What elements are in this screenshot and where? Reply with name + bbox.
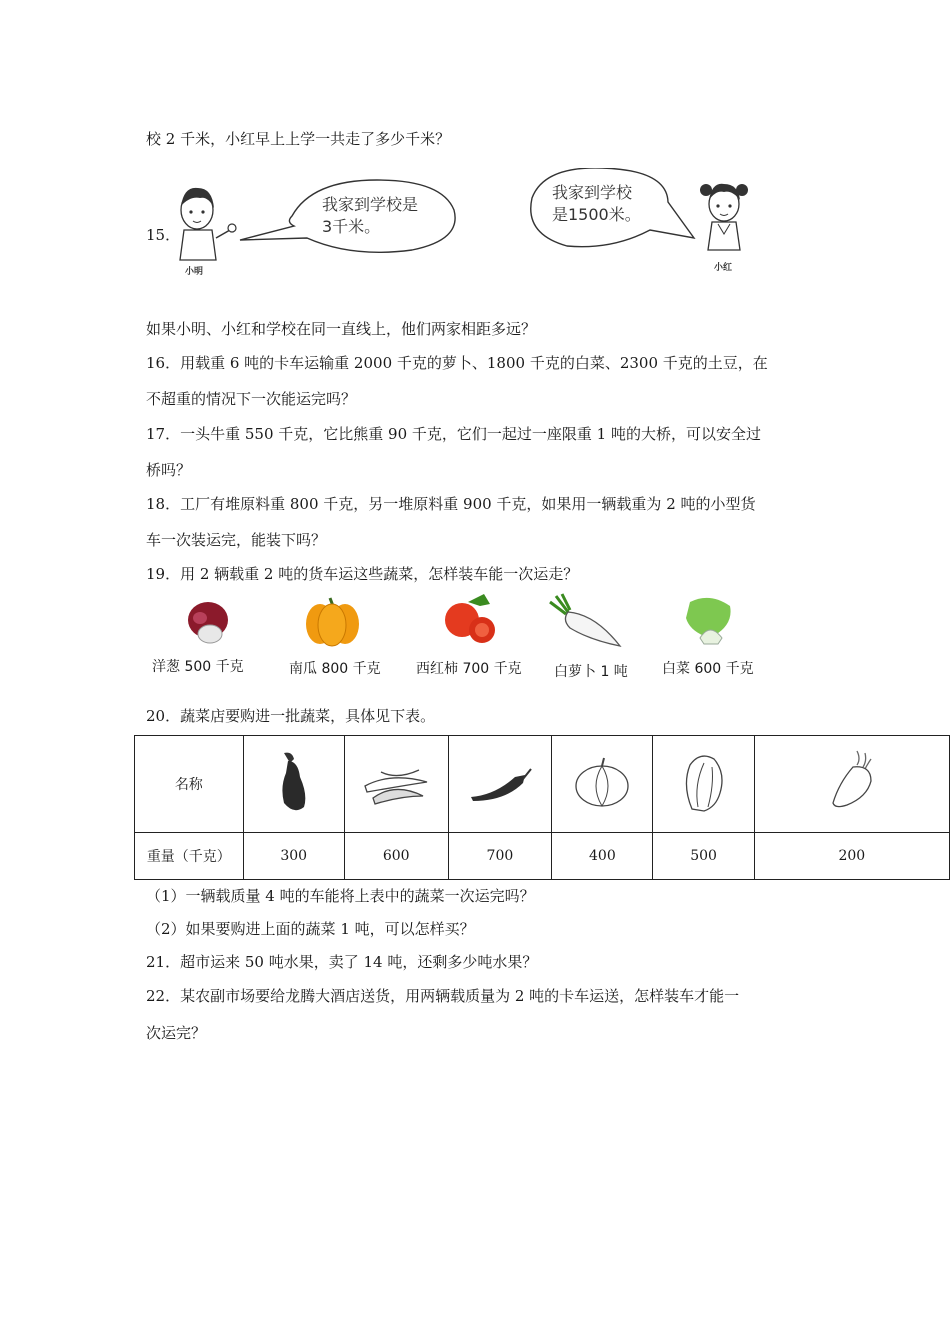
table-value: 600 xyxy=(344,833,448,880)
eggplant-icon xyxy=(264,747,324,817)
vegetable-table xyxy=(134,735,950,880)
table-value: 400 xyxy=(552,833,653,880)
table-cell-eggplant xyxy=(243,736,344,833)
q19-vegetables xyxy=(170,592,770,652)
table-value: 500 xyxy=(653,833,754,880)
question-21-text: 21．超市运来 50 吨水果，卖了 14 吨，还剩多少吨水果？ xyxy=(146,953,538,971)
table-cell-beans xyxy=(344,736,448,833)
table-value: 300 xyxy=(243,833,344,880)
table-cell-cabbage xyxy=(653,736,754,833)
table-value: 700 xyxy=(448,833,552,880)
q19-label-radish: 白萝卜 1 吨 xyxy=(554,664,628,680)
tomato-icon xyxy=(445,594,495,643)
question-15-text: 如果小明、小红和学校在同一直线上，他们两家相距多远？ xyxy=(146,320,537,338)
boy-figure xyxy=(180,188,236,260)
table-header-name: 名称 xyxy=(135,736,244,833)
q19-label-pumpkin: 南瓜 800 千克 xyxy=(289,661,381,677)
q15-figure xyxy=(172,168,772,280)
q19-label-onion: 洋葱 500 千克 xyxy=(152,659,244,675)
table-row xyxy=(135,833,950,880)
question-17-line1: 17．一头牛重 550 千克，它比熊重 90 千克，它们一起过一座限重 1 吨的大桥，可以安全过 xyxy=(146,425,761,443)
radish-icon xyxy=(817,747,887,817)
table-cell-radish xyxy=(754,736,949,833)
question-19-text: 19．用 2 辆载重 2 吨的货车运这些蔬菜，怎样装车能一次运走？ xyxy=(146,565,579,583)
radish-icon xyxy=(550,594,620,646)
pumpkin-icon xyxy=(306,598,359,646)
question-16-line1: 16．用载重 6 吨的卡车运输重 2000 千克的萝卜、1800 千克的白菜、2300 千克的土豆，在 xyxy=(146,354,768,372)
pumpkin-icon xyxy=(572,754,632,810)
question-14-continued: 校 2 千米，小红早上上学一共走了多少千米？ xyxy=(146,130,451,148)
question-22-line2: 次运完？ xyxy=(146,1024,207,1042)
table-value: 200 xyxy=(754,833,949,880)
question-16-line2: 不超重的情况下一次能运完吗？ xyxy=(146,390,357,408)
pepper-icon xyxy=(465,757,535,807)
cabbage-icon xyxy=(674,749,734,815)
boy-speech-line1: 我家到学校是 xyxy=(322,195,419,214)
question-15-number: 15． xyxy=(146,226,181,244)
girl-speech-line1: 我家到学校 xyxy=(552,183,633,202)
table-cell-pepper xyxy=(448,736,552,833)
beans-icon xyxy=(361,752,431,812)
boy-speech-line2: 3千米。 xyxy=(322,217,381,236)
girl-speech-line2: 是1500米。 xyxy=(552,205,641,224)
table-header-weight: 重量（千克） xyxy=(135,833,244,880)
table-cell-pumpkin xyxy=(552,736,653,833)
girl-name: 小红 xyxy=(714,263,733,273)
girl-figure xyxy=(700,184,748,250)
question-18-line1: 18．工厂有堆原料重 800 千克，另一堆原料重 900 千克，如果用一辆载重为 2 吨的小型货 xyxy=(146,495,756,513)
question-20-text: 20．蔬菜店要购进一批蔬菜，具体见下表。 xyxy=(146,707,436,725)
q19-label-cabbage: 白菜 600 千克 xyxy=(662,661,754,677)
question-20-part1: （1）一辆载质量 4 吨的车能将上表中的蔬菜一次运完吗？ xyxy=(146,887,535,905)
boy-name: 小明 xyxy=(185,267,204,277)
question-18-line2: 车一次装运完，能装下吗？ xyxy=(146,531,327,549)
table-row xyxy=(135,736,950,833)
onion-icon xyxy=(188,602,228,643)
cabbage-icon xyxy=(686,598,731,644)
question-17-line2: 桥吗？ xyxy=(146,461,192,479)
question-22-line1: 22．某农副市场要给龙腾大酒店送货，用两辆载质量为 2 吨的卡车运送，怎样装车才能一 xyxy=(146,987,740,1005)
question-20-part2: （2）如果要购进上面的蔬菜 1 吨，可以怎样买？ xyxy=(146,920,475,938)
q19-label-tomato: 西红柿 700 千克 xyxy=(416,661,522,677)
